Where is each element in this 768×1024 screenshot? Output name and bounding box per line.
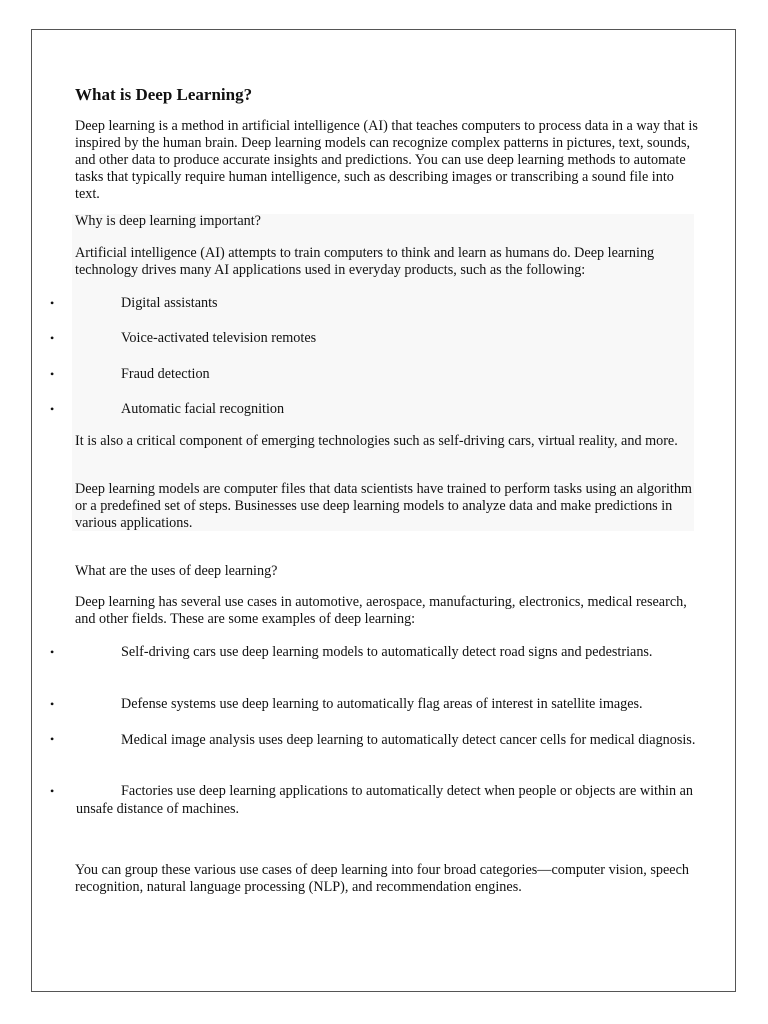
why-heading: Why is deep learning important? — [75, 213, 261, 229]
uses-list-item: Medical image analysis uses deep learning to automatically detect cancer cells for medical diagnosis. — [121, 732, 696, 748]
uses-list-item: Defense systems use deep learning to automatically flag areas of interest in satellite images. — [121, 696, 643, 712]
bullet-icon: • — [50, 367, 55, 381]
bullet-icon: • — [50, 402, 55, 416]
why-list-item: Digital assistants — [121, 295, 218, 311]
bullet-icon: • — [50, 331, 55, 345]
critical-paragraph: It is also a critical component of emerging technologies such as self-driving cars, virtual reality, and more. — [75, 433, 678, 449]
uses-heading: What are the uses of deep learning? — [75, 563, 278, 579]
closing-paragraph: You can group these various use cases of deep learning into four broad categories—computer vision, speech recognition, natural language processing (NLP), and recommendation engines. — [75, 862, 689, 895]
document-page — [31, 29, 736, 992]
models-paragraph: Deep learning models are computer files that data scientists have trained to perform tasks using an algorithm or a predefined set of steps. Businesses use deep learning models to analyze data and make predictions in various applications. — [75, 481, 692, 531]
bullet-icon: • — [50, 697, 55, 711]
bullet-icon: • — [50, 784, 55, 798]
why-list-item: Voice-activated television remotes — [121, 330, 317, 346]
document-title: What is Deep Learning? — [75, 85, 253, 104]
uses-list-item: Self-driving cars use deep learning models to automatically detect road signs and pedestrians. — [121, 644, 653, 660]
bullet-icon: • — [50, 732, 55, 746]
bullet-icon: • — [50, 645, 55, 659]
why-list-item: Automatic facial recognition — [121, 401, 285, 417]
bullet-icon: • — [50, 296, 55, 310]
uses-list-item: Factories use deep learning applications to automatically detect when people or objects are within an unsafe distance of machines. — [76, 783, 694, 817]
uses-paragraph: Deep learning has several use cases in automotive, aerospace, manufacturing, electronics, medical research, and other fields. These are some examples of deep learning: — [75, 594, 687, 627]
why-list-item: Fraud detection — [121, 366, 210, 382]
why-paragraph: Artificial intelligence (AI) attempts to train computers to think and learn as humans do. Deep learning technology drives many AI applications used in everyday products, such as the following: — [75, 245, 655, 278]
intro-paragraph: Deep learning is a method in artificial intelligence (AI) that teaches computers to process data in a way that is inspired by the human brain. Deep learning models can recognize complex patterns in pictures, text, sounds, and other data to produce accurate insights and predictions. You can use deep learning methods to automate tasks that typically require human intelligence, such as describing images or transcribing a sound file into text. — [75, 118, 698, 202]
